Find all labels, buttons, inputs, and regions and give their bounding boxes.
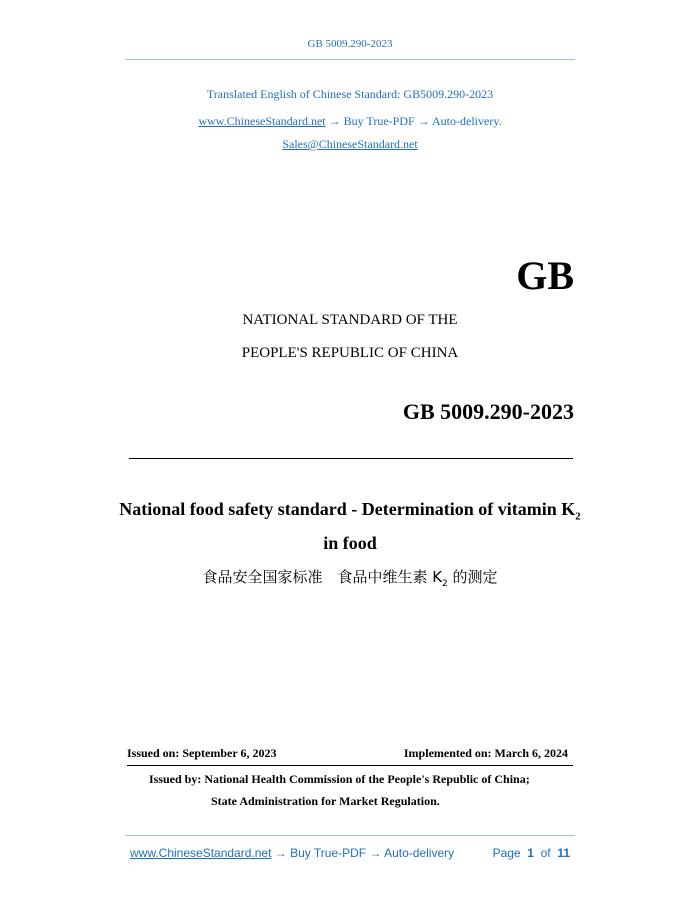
national-standard-line1: NATIONAL STANDARD OF THE <box>242 312 458 328</box>
page-indicator: Page 1 of 11 <box>492 846 570 860</box>
footer-divider <box>125 835 575 836</box>
title-english-line1: National food safety standard - Determination of vitamin $K_2$ <box>119 499 581 523</box>
footer-website-link[interactable]: www.ChineseStandard.net <box>130 846 272 860</box>
dates-divider <box>127 765 573 766</box>
issued-on-date: Issued on: September 6, 2023 <box>127 746 277 760</box>
issued-by-line1: Issued by: National Health Commission of the People's Republic of China; <box>149 772 530 786</box>
page-current: 1 <box>527 846 534 860</box>
footer-purchase-line <box>130 846 454 860</box>
purchase-line <box>0 114 700 129</box>
page-total: 11 <box>557 846 570 860</box>
title-chinese: 食品安全国家标准 食品中维生素 $K_2$ 的测定 <box>202 568 498 589</box>
buy-text: → Buy True-PDF → Auto-delivery. <box>328 114 502 128</box>
implemented-on-date: Implemented on: March 6, 2024 <box>403 746 568 760</box>
issued-by-line2: State Administration for Market Regulation. <box>211 794 440 808</box>
running-header: GB 5009.290-2023 <box>307 38 393 50</box>
email-line <box>0 137 700 152</box>
email-link[interactable]: Sales@ChineseStandard.net <box>282 137 418 151</box>
website-link[interactable]: www.ChineseStandard.net <box>198 114 326 128</box>
translation-notice: Translated English of Chinese Standard: GB5009.290-2023 <box>206 87 494 101</box>
footer-buy-text: → Buy True-PDF → Auto-delivery <box>271 846 455 860</box>
national-standard-line2: PEOPLE'S REPUBLIC OF CHINA <box>241 345 459 361</box>
header-divider <box>125 59 575 60</box>
standard-code: GB 5009.290-2023 <box>402 399 574 424</box>
gb-mark: GB <box>516 253 574 298</box>
cover-divider <box>129 458 573 459</box>
title-english-line2: in food <box>323 533 377 553</box>
